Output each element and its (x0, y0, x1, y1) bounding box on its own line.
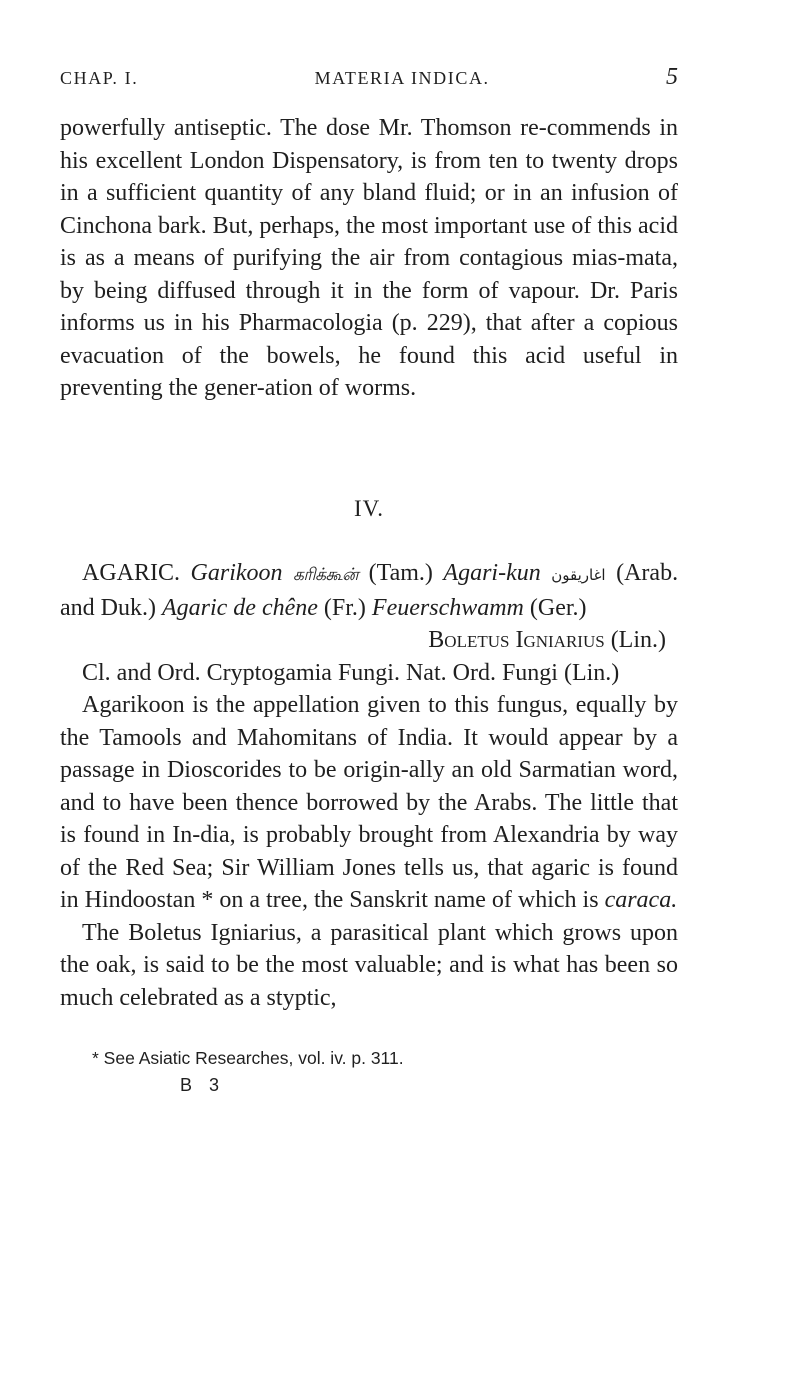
german-lang: (Ger.) (529, 594, 587, 621)
arabic-script: اغاريقون (551, 566, 606, 584)
body-text (60, 112, 678, 1014)
botanical-name: Boletus Igniarius (428, 627, 605, 653)
running-head (60, 64, 678, 94)
paragraph-antiseptic: powerfully antiseptic. The dose Mr. Thomson re-commends in his excellent London Dispensatory, is from ten to twenty drops in a sufficient quantity of any bland fluid; or in an infusion of Cinchona bark. But, perhaps, the most important use of this acid is as a means of purifying the air from contagious mias-mata, by being diffused through it in the form of vapour. Dr. Paris informs us in his Pharmacologia (p. 229), that after a copious evacuation of the bowels, he found this acid useful in preventing the gener-ation of worms. (60, 115, 678, 401)
signature-mark: B 3 (180, 1075, 226, 1095)
page (60, 64, 678, 1096)
botanical-lang: (Lin.) (610, 627, 666, 653)
page-number: 5 (665, 64, 678, 90)
paragraph-agarikoon-text: Agarikoon is the appellation given to this fungus, equally by the Tamools and Mahomitans of India. It would appear by a passage in Dioscorides to be origin-ally an old Sarmatian word, and to have been thence borrowed by the Arabs. The little that is found in In-dia, is probably brought from Alexandria by way of the Red Sea; Sir William Jones tells us, that agaric is found in Hindoostan * on a tree, the Sanskrit name of which is (60, 692, 678, 913)
german-name: Feuerschwamm (371, 594, 524, 621)
paragraph-boletus: The Boletus Igniarius, a parasitical plant which grows upon the oak, is said to be the most valuable; and is what has been so much celebrated as a styptic, (60, 919, 678, 1011)
section-numeral: IV. (353, 495, 385, 521)
entry-name: AGARIC. (82, 560, 181, 586)
tamil-script: கரிக்கூன் (293, 565, 359, 584)
arabic-lang: (Arab. and Duk.) (60, 560, 679, 621)
chapter-label: CHAP. I. (60, 68, 139, 88)
classification: Cl. and Ord. Cryptogamia Fungi. Nat. Ord. Fungi (Lin.) (82, 659, 620, 686)
tamil-romanized: Garikoon (190, 560, 283, 586)
paragraph-agarikoon (60, 689, 678, 917)
latinized-name: Agari-kun (443, 560, 541, 586)
sanskrit-name: caraca. (604, 887, 678, 913)
french-lang: (Fr.) (323, 594, 366, 621)
tamil-lang: (Tam.) (368, 560, 433, 586)
book-title: MATERIA INDICA. (314, 68, 490, 88)
entry-heading (60, 557, 678, 624)
french-name: Agaric de chêne (161, 594, 318, 621)
botanical-line (60, 624, 678, 657)
footnote: * See Asiatic Researches, vol. iv. p. 311. (92, 1048, 404, 1068)
